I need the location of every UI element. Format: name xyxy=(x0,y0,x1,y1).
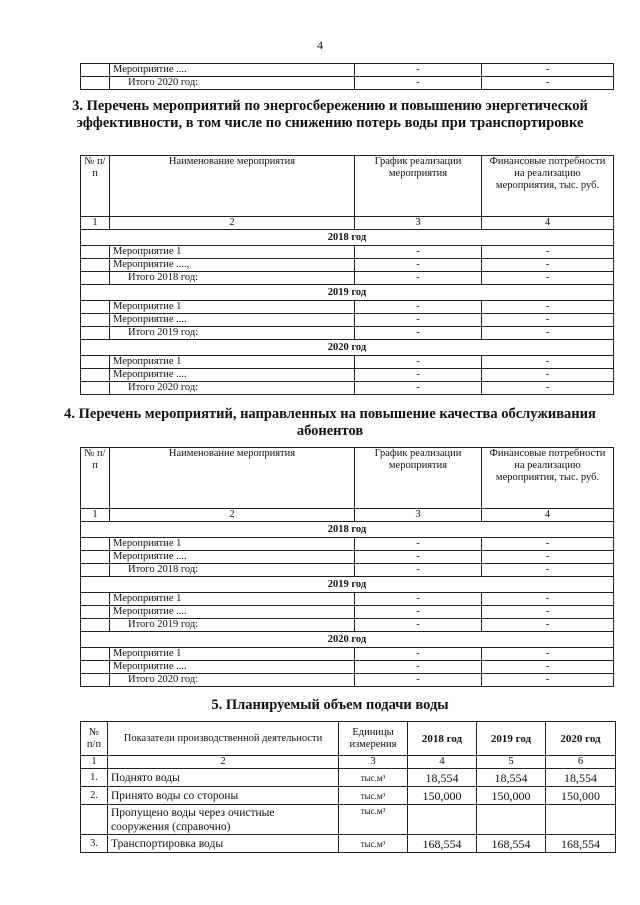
finance-cell: - xyxy=(482,314,614,327)
finance-cell: - xyxy=(482,564,614,577)
table-row xyxy=(81,661,614,674)
schedule-cell: - xyxy=(355,564,482,577)
section-3-title: 3. Перечень мероприятий по энергосбережению и повышению энергетической эффективности, в том числе по снижению потерь воды при транспортировке xyxy=(72,98,588,131)
finance-cell: - xyxy=(482,64,614,77)
event-name: Мероприятие 1 xyxy=(110,648,355,661)
table-row xyxy=(81,259,614,272)
section-5-table xyxy=(80,721,616,853)
table-row xyxy=(81,272,614,285)
indicator-cell: Транспортировка воды xyxy=(108,835,339,853)
finance-cell: - xyxy=(482,538,614,551)
header-2019: 2019 год xyxy=(477,722,546,756)
col-number: 4 xyxy=(408,756,477,769)
value-2019: 150,000 xyxy=(477,787,546,805)
total-label: Итого 2019 год: xyxy=(110,619,355,632)
table-row xyxy=(81,769,616,787)
col-number: 6 xyxy=(546,756,616,769)
event-name: Мероприятие 1 xyxy=(110,301,355,314)
event-name: Мероприятие .... xyxy=(110,314,355,327)
table-row xyxy=(81,648,614,661)
page-number: 4 xyxy=(317,38,323,52)
finance-cell: - xyxy=(482,674,614,687)
schedule-cell: - xyxy=(355,246,482,259)
header-schedule: График реализации мероприятия xyxy=(355,156,482,217)
year-label: 2018 год xyxy=(81,522,614,538)
finance-cell: - xyxy=(482,648,614,661)
value-2020: 168,554 xyxy=(546,835,616,853)
event-name: Мероприятие 1 xyxy=(110,538,355,551)
schedule-cell: - xyxy=(355,538,482,551)
finance-cell: - xyxy=(482,661,614,674)
indicator-cell: Принято воды со стороны xyxy=(108,787,339,805)
table-row xyxy=(81,77,614,90)
total-label: Итого 2020 год: xyxy=(110,77,355,90)
schedule-cell: - xyxy=(355,648,482,661)
row-num: 3. xyxy=(81,835,108,853)
col-number: 3 xyxy=(355,509,482,522)
value-2019: 168,554 xyxy=(477,835,546,853)
table-row xyxy=(81,619,614,632)
event-name: Мероприятие ...., xyxy=(110,259,355,272)
schedule-cell: - xyxy=(355,356,482,369)
event-name: Мероприятие .... xyxy=(110,661,355,674)
finance-cell: - xyxy=(482,272,614,285)
table-row xyxy=(81,301,614,314)
col-number: 1 xyxy=(81,756,108,769)
header-indicator: Показатели производственной деятельности xyxy=(108,722,339,756)
col-number: 4 xyxy=(482,217,614,230)
year-label: 2020 год xyxy=(81,632,614,648)
header-row xyxy=(81,722,616,756)
table-row xyxy=(81,246,614,259)
column-number-row xyxy=(81,509,614,522)
header-row xyxy=(81,448,614,509)
event-name: Мероприятие 1 xyxy=(110,593,355,606)
column-number-row xyxy=(81,756,616,769)
finance-cell: - xyxy=(482,593,614,606)
section-4-title: 4. Перечень мероприятий, направленных на повышение качества обслуживания абонентов xyxy=(64,406,596,439)
value-2018: 18,554 xyxy=(408,769,477,787)
indicator-cell: Поднято воды xyxy=(108,769,339,787)
col-number: 2 xyxy=(110,509,355,522)
header-unit: Единицы измерения xyxy=(339,722,408,756)
event-name: Мероприятие .... xyxy=(110,606,355,619)
event-name: Мероприятие .... xyxy=(110,369,355,382)
value-2019: 18,554 xyxy=(477,769,546,787)
table-row xyxy=(81,538,614,551)
total-label: Итого 2020 год: xyxy=(110,674,355,687)
col-number: 1 xyxy=(81,509,110,522)
schedule-cell: - xyxy=(355,369,482,382)
unit-cell: тыс.м³ xyxy=(339,787,408,805)
finance-cell: - xyxy=(482,356,614,369)
finance-cell: - xyxy=(482,259,614,272)
year-label: 2020 год xyxy=(81,340,614,356)
finance-cell: - xyxy=(482,619,614,632)
value-2020: 18,554 xyxy=(546,769,616,787)
schedule-cell: - xyxy=(355,619,482,632)
table-row xyxy=(81,674,614,687)
table-row xyxy=(81,356,614,369)
schedule-cell: - xyxy=(355,593,482,606)
value-2018: 150,000 xyxy=(408,787,477,805)
schedule-cell: - xyxy=(355,674,482,687)
value-2018 xyxy=(408,805,477,835)
schedule-cell: - xyxy=(355,314,482,327)
event-name: Мероприятие 1 xyxy=(110,246,355,259)
section-5-title: 5. Планируемый объем подачи воды xyxy=(211,697,449,713)
year-label: 2019 год xyxy=(81,577,614,593)
finance-cell: - xyxy=(482,327,614,340)
total-label: Итого 2020 год: xyxy=(110,382,355,395)
total-label: Итого 2018 год: xyxy=(110,564,355,577)
header-num: № п/п xyxy=(81,448,110,509)
table-row xyxy=(81,593,614,606)
col-number: 3 xyxy=(355,217,482,230)
header-row xyxy=(81,156,614,217)
schedule-cell: - xyxy=(355,301,482,314)
finance-cell: - xyxy=(482,606,614,619)
table-row xyxy=(81,551,614,564)
row-num xyxy=(81,805,108,835)
table-row xyxy=(81,787,616,805)
row-num: 2. xyxy=(81,787,108,805)
section-4-table xyxy=(80,447,614,687)
col-number: 1 xyxy=(81,217,110,230)
header-num: № п/п xyxy=(81,722,108,756)
section-3-table xyxy=(80,155,614,395)
schedule-cell: - xyxy=(355,661,482,674)
schedule-cell: - xyxy=(355,327,482,340)
unit-cell: тыс.м³ xyxy=(339,769,408,787)
header-name: Наименование мероприятия xyxy=(110,156,355,217)
event-name: Мероприятие .... xyxy=(110,64,355,77)
value-2019 xyxy=(477,805,546,835)
value-2018: 168,554 xyxy=(408,835,477,853)
finance-cell: - xyxy=(482,301,614,314)
finance-cell: - xyxy=(482,382,614,395)
header-finance: Финансовые потребности на реализацию мероприятия, тыс. руб. xyxy=(482,448,614,509)
column-number-row xyxy=(81,217,614,230)
header-2018: 2018 год xyxy=(408,722,477,756)
table-row xyxy=(81,835,616,853)
finance-cell: - xyxy=(482,246,614,259)
continuation-table xyxy=(80,63,614,90)
header-2020: 2020 год xyxy=(546,722,616,756)
col-number: 2 xyxy=(110,217,355,230)
table-row xyxy=(81,314,614,327)
col-number: 3 xyxy=(339,756,408,769)
finance-cell: - xyxy=(482,551,614,564)
indicator-cell: Пропущено воды через очистные сооружения (справочно) xyxy=(108,805,339,835)
year-label: 2019 год xyxy=(81,285,614,301)
table-row xyxy=(81,805,616,835)
header-finance: Финансовые потребности на реализацию мероприятия, тыс. руб. xyxy=(482,156,614,217)
schedule-cell: - xyxy=(355,64,482,77)
schedule-cell: - xyxy=(355,77,482,90)
value-2020: 150,000 xyxy=(546,787,616,805)
unit-cell: тыс.м³ xyxy=(339,805,408,835)
table-row xyxy=(81,327,614,340)
finance-cell: - xyxy=(482,369,614,382)
table-row xyxy=(81,382,614,395)
col-number: 4 xyxy=(482,509,614,522)
finance-cell: - xyxy=(482,77,614,90)
col-number: 2 xyxy=(108,756,339,769)
schedule-cell: - xyxy=(355,382,482,395)
schedule-cell: - xyxy=(355,606,482,619)
event-name: Мероприятие .... xyxy=(110,551,355,564)
unit-cell: тыс.м³ xyxy=(339,835,408,853)
header-num: № п/п xyxy=(81,156,110,217)
total-label: Итого 2019 год: xyxy=(110,327,355,340)
schedule-cell: - xyxy=(355,551,482,564)
event-name: Мероприятие 1 xyxy=(110,356,355,369)
header-schedule: График реализации мероприятия xyxy=(355,448,482,509)
col-number: 5 xyxy=(477,756,546,769)
row-num: 1. xyxy=(81,769,108,787)
table-row xyxy=(81,606,614,619)
schedule-cell: - xyxy=(355,272,482,285)
year-label: 2018 год xyxy=(81,230,614,246)
total-label: Итого 2018 год: xyxy=(110,272,355,285)
value-2020 xyxy=(546,805,616,835)
header-name: Наименование мероприятия xyxy=(110,448,355,509)
schedule-cell: - xyxy=(355,259,482,272)
table-row xyxy=(81,564,614,577)
table-row xyxy=(81,369,614,382)
table-row xyxy=(81,64,614,77)
